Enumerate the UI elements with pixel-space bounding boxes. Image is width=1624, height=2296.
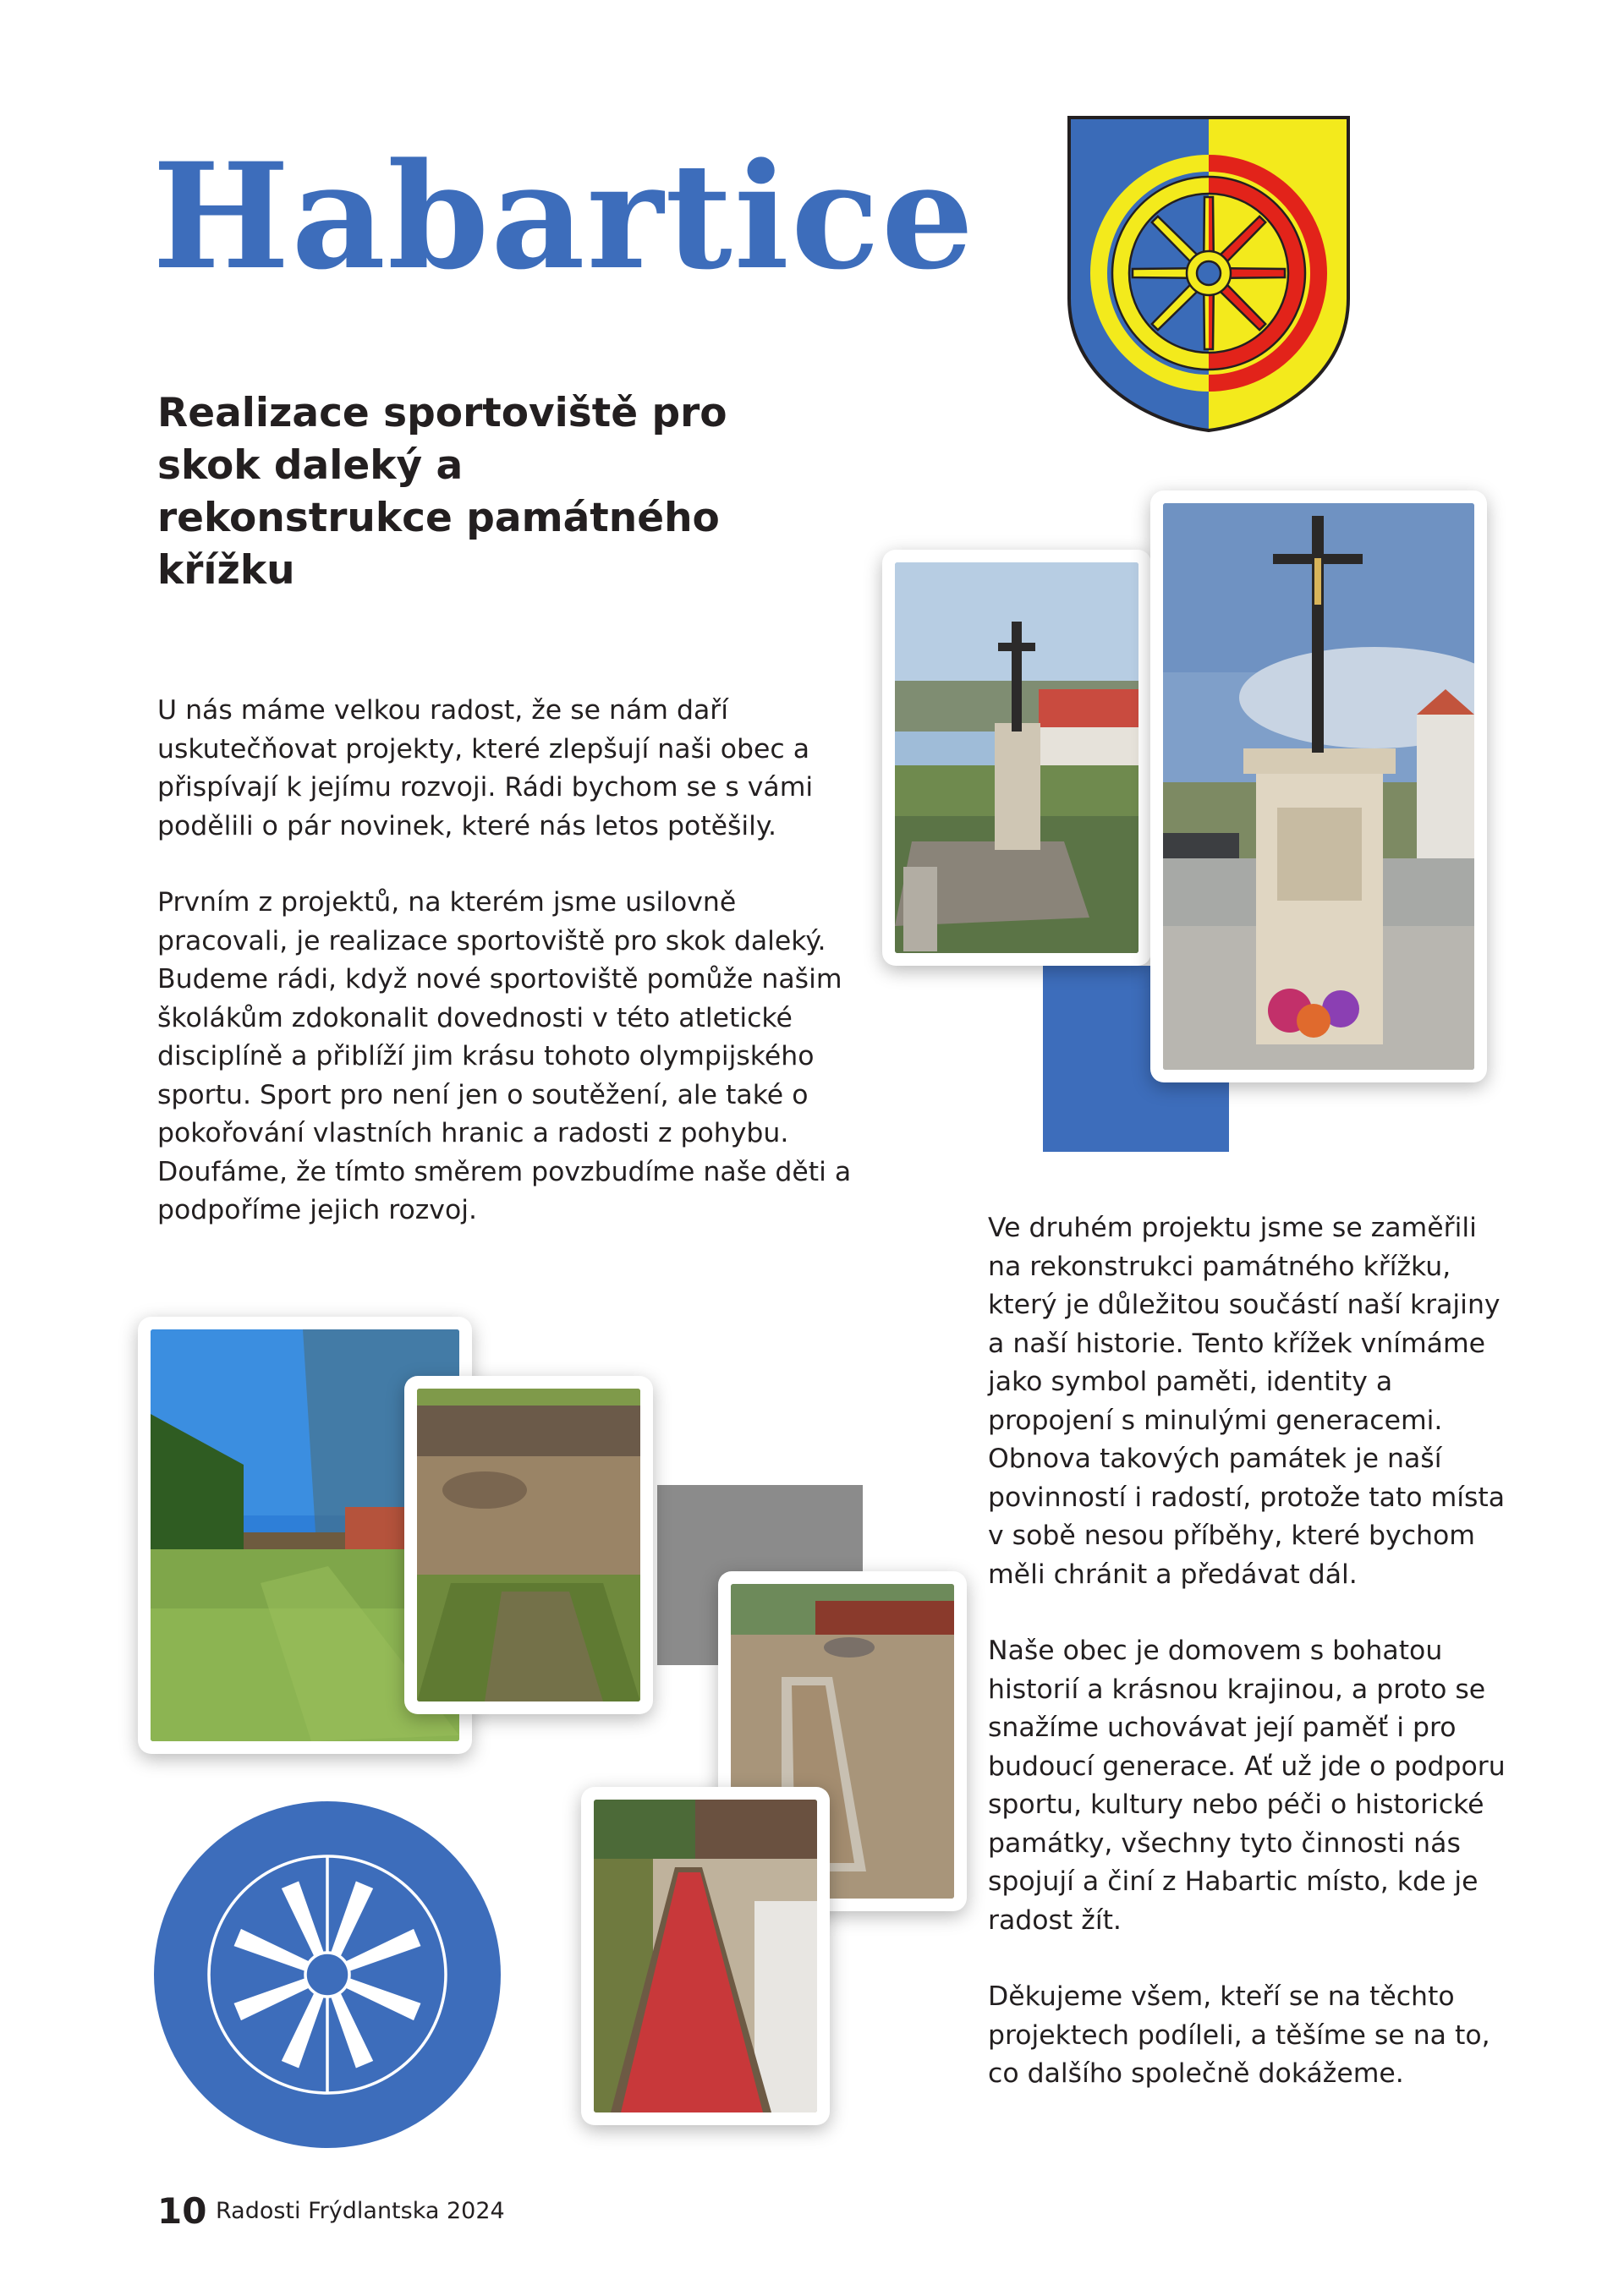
page-title: Habartice (152, 130, 976, 302)
text-column-left (157, 692, 859, 1230)
paragraph-village: Naše obec je domovem s bohatou historií a krásnou krajinou, a proto se snažíme uchovávat její paměť i pro budoucí generace. Ať už jde o podporu sportu, kultury nebo péči o historické památky, všechny tyto činnosti nás spojují a činí z Habartic místo, kde je radost žít. (988, 1636, 1506, 1936)
photo-cross-before (882, 550, 1151, 966)
publication-name: Radosti Frýdlantska 2024 (216, 2198, 505, 2224)
coat-of-arms-wheel-icon (1064, 112, 1353, 436)
photo-excavation (404, 1376, 653, 1714)
paragraph-thanks: Děkujeme všem, kteří se na těchto projektech podíleli, a těšíme se na to, co dalšího společně dokážeme. (988, 1981, 1490, 2089)
photo-red-track (581, 1787, 830, 2125)
paragraph-cross: Ve druhém projektu jsme se zaměřili na rekonstrukci památného křížku, který je důležitou součástí naší krajiny a naší historie. Tento křížek vnímáme jako symbol paměti, identity a propojení s minulými generacemi. Obnova takových památek je naší povinností i radostí, protože tato místa v sobě nesou příběhy, které bychom měli chránit a předávat dál. (988, 1213, 1506, 1590)
wagon-wheel-icon (154, 1801, 501, 2148)
article-heading: Realizace sportoviště pro skok daleký a rekonstrukce památného křížku (157, 390, 727, 594)
photo-cross-restored (1150, 490, 1487, 1082)
paragraph-intro: U nás máme velkou radost, že se nám daří uskutečňovat projekty, které zlepšují naši obec a přispívají k jejímu rozvoji. Rádi bychom se s vámi podělili o pár novinek, které nás letos potěšily. (157, 695, 814, 841)
page-number: 10 (157, 2190, 207, 2232)
paragraph-long-jump: Prvním z projektů, na kterém jsme usilovně pracovali, je realizace sportoviště pro skok daleký. Budeme rádi, když nové sportoviště pomůže našim školákům zdokonalit dovednosti v této atletické disciplíně a přiblíží jim krásu tohoto olympijského sportu. Sport pro není jen o soutěžení, ale také o pokořování vlastních hranic a radosti z pohybu. Doufáme, že tímto směrem povzbudíme naše děti a podpoříme jejich rozvoj. (157, 887, 852, 1225)
text-column-right (988, 1209, 1512, 2094)
